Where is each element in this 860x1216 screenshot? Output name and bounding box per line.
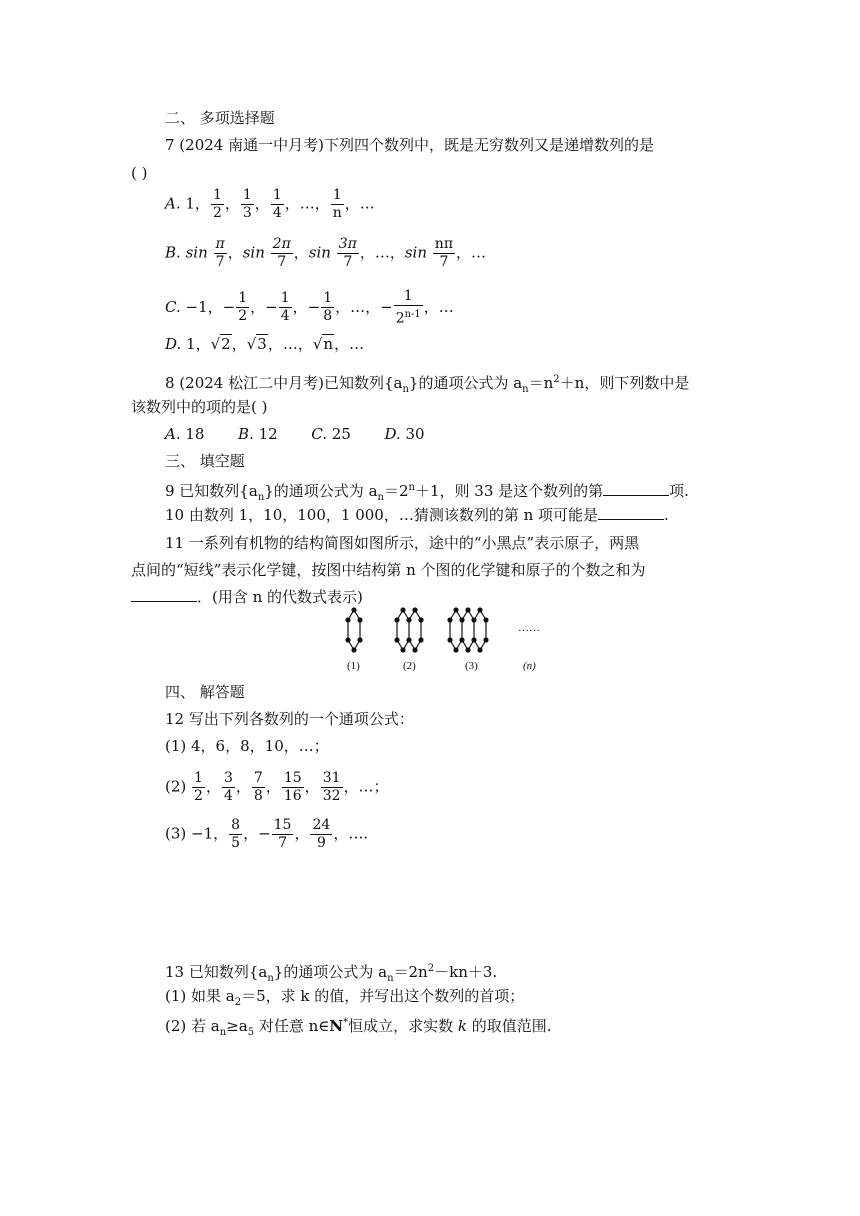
fraction: $\frac{\pi}{7}$: [215, 236, 225, 270]
sqrt-symbol: √3: [246, 335, 267, 353]
question-11-line-2: 点间的“短线”表示化学键，按图中结构第 n 个图的化学键和原子的个数之和为: [131, 561, 646, 579]
section-2-heading: 二、 多项选择题: [165, 109, 275, 127]
section-4-heading: 四、 解答题: [165, 683, 245, 701]
question-12-part-1: (1) 4，6，8，10，…；: [165, 737, 329, 755]
fraction: $\frac{31}{32}$: [322, 770, 341, 804]
question-8-stem-line-1: 8 (2024 松江二中月考)已知数列$\{a_n\}$的通项公式为 $a_n=n^2+n$，则下列数中是: [165, 374, 690, 395]
question-9: 9 已知数列$\{a_n\}$的通项公式为 $a_n=2^n+1$，则 33 是这个数列的第 项.: [165, 482, 689, 503]
fraction: $\frac{24}{9}$: [312, 817, 331, 851]
figure-label-3: (3): [465, 660, 478, 672]
question-12-part-3: (3) −1， $\frac{8}{5}$ ，− $\frac{15}{7}$ ， $\frac{24}{9}$ ，….: [165, 817, 369, 851]
fraction: $\frac{1}{2}$: [194, 770, 203, 804]
question-13-stem: 13 已知数列$\{a_n\}$的通项公式为 $a_n=2n^2-kn+3$.: [165, 963, 498, 984]
question-8-options: A. 18 B. 12 C. 25 D. 30: [165, 425, 425, 443]
fraction: $\frac{1}{4}$: [280, 290, 290, 325]
sqrt-symbol: √2: [210, 335, 231, 353]
answer-blank[interactable]: [131, 587, 197, 602]
fraction: $\frac{1}{8}$: [323, 290, 333, 325]
fraction: $\frac{3\pi}{7}$: [338, 236, 357, 270]
section-3-heading: 三、 填空题: [165, 452, 245, 470]
figure-ellipsis: ……: [518, 622, 540, 634]
fraction: $\frac{n\pi}{7}$: [434, 236, 454, 270]
fraction: $\frac{15}{16}$: [283, 770, 302, 804]
molecule-2: [395, 608, 423, 652]
question-7-option-c: C. −1，− $\frac{1}{2}$ ，− $\frac{1}{4}$ ，− $\frac{1}{8}$ ，…，− $\frac{1}{2^{n-1}}$ ，…: [165, 288, 454, 327]
molecule-structure-figure: [340, 606, 550, 666]
sqrt-symbol: √n: [312, 335, 334, 353]
molecule-3: [448, 608, 488, 652]
figure-label-n: (n): [523, 660, 536, 672]
molecule-1: [346, 608, 362, 652]
fraction: $\frac{15}{7}$: [273, 817, 292, 851]
figure-label-1: (1): [347, 660, 360, 672]
fraction: $\frac{3}{4}$: [223, 770, 233, 804]
fraction: $\frac{1}{4}$: [272, 187, 282, 221]
fraction: $\frac{1}{2}$: [238, 290, 248, 325]
fraction: $\frac{2\pi}{7}$: [272, 236, 291, 270]
fraction: $\frac{1}{2^{n-1}}$: [395, 288, 421, 327]
question-7-option-d: D. 1，√2，√3，…，√n，…: [165, 335, 365, 353]
fraction: $\frac{1}{3}$: [242, 187, 252, 221]
question-8-stem-line-2: 该数列中的项的是( ): [131, 398, 268, 416]
answer-blank[interactable]: [598, 505, 664, 520]
question-7-answer-paren: ( ): [131, 164, 148, 182]
figure-label-2: (2): [403, 660, 416, 672]
fraction: $\frac{8}{5}$: [231, 817, 241, 851]
question-11-line-3: ．(用含 n 的代数式表示): [131, 587, 363, 607]
question-7-stem: 7 (2024 南通一中月考)下列四个数列中，既是无穷数列又是递增数列的是: [165, 136, 654, 154]
question-13-part-1: (1) 如果 $a_2=5$，求 k 的值，并写出这个数列的首项；: [165, 987, 525, 1008]
fraction: $\frac{1}{n}$: [332, 187, 342, 221]
fraction: $\frac{7}{8}$: [253, 770, 263, 804]
question-13-part-2: (2) 若 $a_n\ge a_5$ 对任意 n∈N*恒成立，求实数 k 的取值范围.: [165, 1017, 552, 1038]
question-12-part-2: (2) $\frac{1}{2}$ ， $\frac{3}{4}$ ， $\frac{7}{8}$ ， $\frac{15}{16}$ ， $\frac{31}{32}$ ，…；: [165, 770, 389, 804]
question-12-stem: 12 写出下列各数列的一个通项公式：: [165, 710, 414, 728]
question-10: 10 由数列 1，10，100，1 000，…猜测该数列的第 n 项可能是 .: [165, 506, 669, 524]
question-7-option-a: A. 1， $\frac{1}{2}$ ， $\frac{1}{3}$ ， $\frac{1}{4}$ ，…， $\frac{1}{n}$ ，…: [165, 187, 375, 221]
answer-blank[interactable]: [603, 481, 669, 496]
fraction: $\frac{1}{2}$: [212, 187, 222, 221]
question-11-line-1: 11 一系列有机物的结构简图如图所示，途中的“小黑点”表示原子，两黑: [165, 534, 640, 552]
question-7-option-b: B. sin $\frac{\pi}{7}$ ，sin $\frac{2\pi}{7}$ ，sin $\frac{3\pi}{7}$ ，…，sin $\frac{n\pi}{7}$ ，…: [165, 236, 487, 270]
